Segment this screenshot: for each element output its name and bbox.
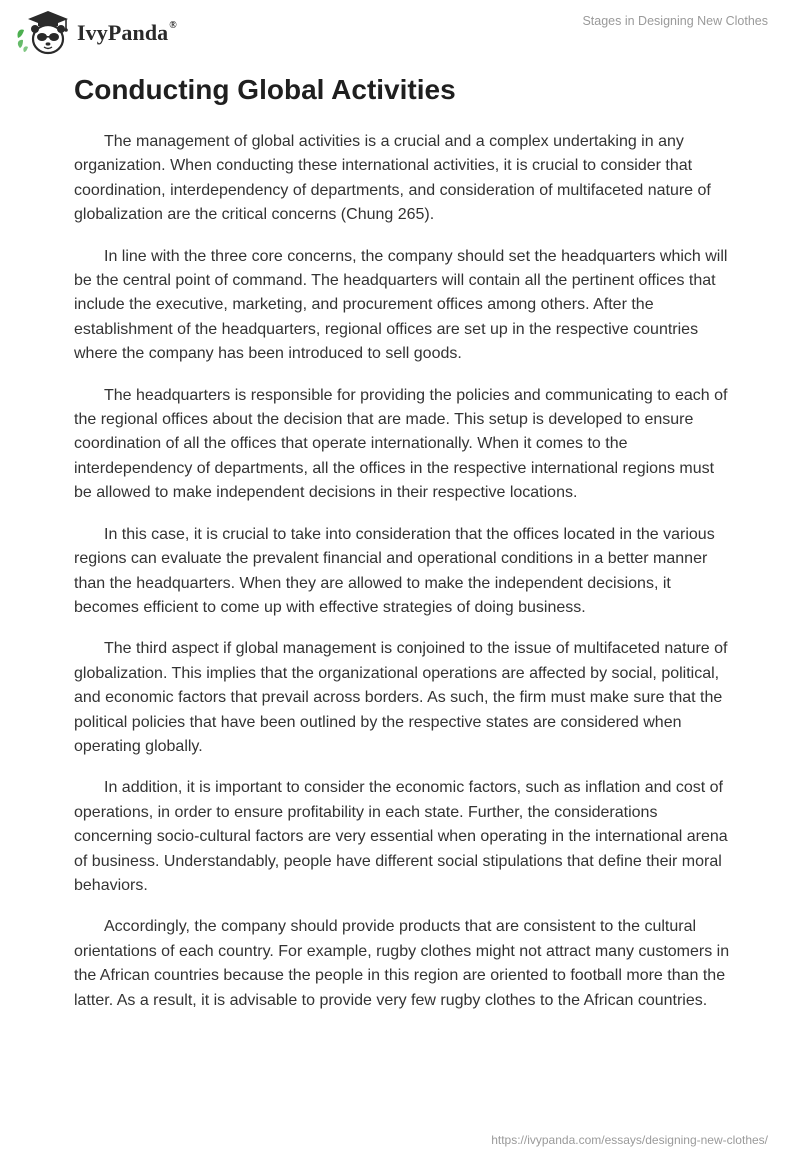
source-url-link[interactable]: https://ivypanda.com/essays/designing-new-clothes/ [491,1133,768,1147]
article-paragraph-5: The third aspect if global management is conjoined to the issue of multifaceted nature of globalization. This implies that the organizational operations are affected by social, political, and economic factors that prevail across borders. As such, the firm must make sure that the political policies that have been outlined by the respective states are considered when operating globally. [74,640,728,755]
article-paragraph-2: In line with the three core concerns, the company should set the headquarters which will be the central point of command. The headquarters will contain all the pertinent offices that include the executive, marketing, and procurement offices among others. After the establishment of the headquarters, regional offices are set up in the respective countries where the company has been introduced to sell goods. [74,247,728,363]
page-header [0,0,800,70]
running-title: Stages in Designing New Clothes [582,14,768,28]
ivypanda-logo[interactable] [14,8,177,56]
article-title: Conducting Global Activities [74,74,456,105]
article-paragraph-6: In addition, it is important to consider the economic factors, such as inflation and cost of operations, in order to ensure profitability in each state. Further, the considerations concerning socio-cultural factors are very essential when operating in the international arena of business. Understandably, people have different social stipulations that define their moral behaviors. [74,779,728,894]
article-paragraph-7: Accordingly, the company should provide products that are consistent to the cultural orientations of each country. For example, rugby clothes might not attract many customers in the African countries because the people in this region are oriented to football more than the latter. As a result, it is advisable to provide very few rugby clothes to the African countries. [74,918,730,1009]
article-paragraph-4: In this case, it is crucial to take into consideration that the offices located in the various regions can evaluate the prevalent financial and operational conditions in a better manner than the headquarters. When they are allowed to make the independent decisions, it becomes efficient to come up with effective strategies of doing business. [74,525,715,616]
article-paragraph-3: The headquarters is responsible for providing the policies and communicating to each of the regional offices about the decision that are made. This setup is developed to ensure coordination of all the offices that operate internationally. When it comes to the interdependency of departments, all the offices in the respective international regions must be allowed to make independent decisions in their respective locations. [74,386,728,502]
panda-mascot-icon [14,8,76,56]
article-body [74,72,734,1030]
registered-mark: ® [169,19,177,31]
brand-name: IvyPanda® [77,19,177,45]
article-paragraph-1: The management of global activities is a crucial and a complex undertaking in any organization. When conducting these international activities, it is crucial to consider that coordination, interdependency of departments, and consideration of multifaceted nature of globalization are the critical concerns (Chung 265). [74,133,711,224]
